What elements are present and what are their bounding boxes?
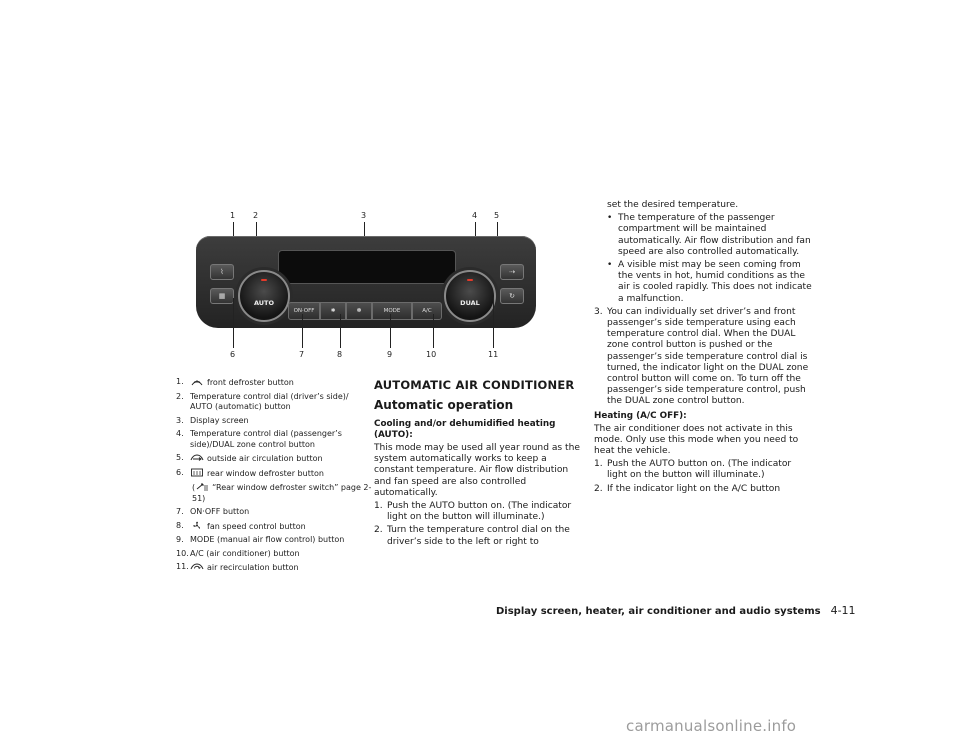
dial-indicator-mark bbox=[261, 279, 267, 281]
callout-1: 1 bbox=[230, 211, 236, 220]
dial-indicator-mark bbox=[467, 279, 473, 281]
bullet-item: • A visible mist may be seen coming from the vents in hot, humid conditions as the air is cooled rapidly. This does not indicate a malfunction. bbox=[607, 260, 812, 304]
legend-item: 7. ON·OFF button bbox=[176, 507, 250, 516]
reference-pointer-icon bbox=[195, 482, 209, 491]
callout-3: 3 bbox=[361, 211, 367, 220]
air-recirculation-button[interactable] bbox=[500, 288, 524, 304]
legend-item: 10. A/C (air conditioner) button bbox=[176, 548, 300, 558]
fan-small-icon: ✱ bbox=[330, 308, 336, 314]
outside-air-circulation-icon bbox=[190, 453, 204, 462]
mode-title: Cooling and/or dehumidified heating (AUTO): bbox=[374, 419, 556, 440]
fan-icon bbox=[190, 521, 204, 530]
air-recirculation-icon bbox=[190, 562, 204, 571]
text-column-3 bbox=[594, 200, 812, 497]
front-defroster-button[interactable] bbox=[210, 264, 234, 280]
mode-button[interactable]: MODE bbox=[372, 302, 412, 320]
legend-item: 11. air recirculation button bbox=[176, 562, 299, 572]
front-defroster-icon: ⌇ bbox=[220, 268, 224, 276]
rear-window-defroster-icon: ▦ bbox=[218, 292, 226, 300]
step-item: 1. Push the AUTO button on. (The indicator light on the button will illuminate.) bbox=[374, 501, 572, 523]
legend-item: 5. outside air circulation button bbox=[176, 453, 323, 463]
outside-air-circulation-button[interactable] bbox=[500, 264, 524, 280]
legend-item: 3. Display screen bbox=[176, 415, 249, 425]
bullet-dot: • bbox=[607, 260, 613, 271]
rear-window-defroster-button[interactable] bbox=[210, 288, 234, 304]
callout-2: 2 bbox=[253, 211, 259, 220]
callout-9: 9 bbox=[387, 350, 393, 359]
callout-11: 11 bbox=[488, 350, 499, 359]
fan-icon: ✽ bbox=[356, 308, 362, 314]
step-item: 3. You can individually set driver’s and front passenger’s side temperature using each temperature control dial. When the DUAL zone control button is pushed or the passenger’s side temperature control dial is turned, the indicator light on the DUAL zone control button will come on. To turn off the passenger’s side temperature control, push the DUAL zone control button. bbox=[594, 306, 809, 407]
ac-button[interactable]: A/C bbox=[412, 302, 442, 320]
step-item: 2. Turn the temperature control dial on the driver’s side to the left or right to bbox=[374, 525, 570, 547]
legend-reference: ( “Rear window defroster switch” page 2-51) bbox=[192, 483, 372, 503]
auto-button-label: AUTO bbox=[253, 299, 275, 307]
on-off-button[interactable]: ON·OFF bbox=[288, 302, 320, 320]
component-legend bbox=[176, 377, 372, 577]
legend-item: 6. rear window defroster button bbox=[176, 467, 324, 478]
bullet-item: • The temperature of the passenger compartment will be maintained automatically. Air flow distribution and fan speed are also controlled automatically. bbox=[607, 213, 811, 257]
callout-6: 6 bbox=[230, 350, 236, 359]
footer-section-title: Display screen, heater, air conditioner and audio systems bbox=[496, 606, 821, 617]
passenger-temperature-dial[interactable] bbox=[444, 270, 496, 322]
body-paragraph: This mode may be used all year round as the system automatically works to keep a constant temperature. Air flow distribution and fan speed are also controlled automatically. bbox=[374, 443, 580, 498]
leader-8 bbox=[340, 314, 341, 348]
dual-button-label: DUAL bbox=[460, 299, 480, 307]
callout-8: 8 bbox=[337, 350, 343, 359]
subsection-heading: Automatic operation bbox=[374, 398, 514, 412]
leader-10 bbox=[433, 314, 434, 348]
watermark: carmanualsonline.info bbox=[626, 717, 797, 735]
legend-item: 9. MODE (manual air flow control) button bbox=[176, 535, 345, 544]
callout-7: 7 bbox=[299, 350, 305, 359]
page-footer bbox=[496, 604, 856, 617]
front-defroster-icon bbox=[190, 377, 204, 386]
leader-9 bbox=[390, 314, 391, 348]
outside-air-circulation-icon: ⇢ bbox=[509, 268, 515, 276]
leader-6 bbox=[233, 298, 234, 348]
bullet-dot: • bbox=[607, 213, 613, 224]
text-column-2 bbox=[374, 378, 586, 550]
page-number: 4-11 bbox=[830, 604, 856, 617]
air-recirculation-icon: ↻ bbox=[509, 292, 515, 300]
leader-7 bbox=[302, 314, 303, 348]
rear-window-defroster-icon bbox=[190, 468, 204, 477]
callout-5: 5 bbox=[494, 211, 500, 220]
legend-item: 8. fan speed control button bbox=[176, 520, 306, 531]
callout-4: 4 bbox=[472, 211, 478, 220]
driver-temperature-dial[interactable] bbox=[238, 270, 290, 322]
display-screen bbox=[278, 250, 456, 284]
leader-11 bbox=[493, 298, 494, 348]
body-paragraph: The air conditioner does not activate in this mode. Only use this mode when you need to heat the vehicle. bbox=[594, 423, 799, 457]
control-panel-body bbox=[196, 236, 536, 328]
step-item: 1. Push the AUTO button on. (The indicator light on the button will illuminate.) bbox=[594, 459, 792, 481]
step-item: 2. If the indicator light on the A/C button bbox=[594, 483, 781, 494]
legend-item: 4. Temperature control dial (passenger’s side)/DUAL zone control button bbox=[176, 429, 342, 449]
legend-item: 1. front defroster button bbox=[176, 377, 294, 387]
fan-speed-up-button[interactable] bbox=[346, 302, 372, 320]
section-heading: AUTOMATIC AIR CONDITIONER bbox=[374, 378, 575, 392]
continued-text: set the desired temperature. bbox=[607, 200, 739, 210]
legend-item: 2. Temperature control dial (driver’s side)/ AUTO (automatic) button bbox=[176, 391, 349, 411]
fan-speed-down-button[interactable] bbox=[320, 302, 346, 320]
mode-title: Heating (A/C OFF): bbox=[594, 410, 687, 421]
climate-control-panel-figure bbox=[196, 206, 536, 362]
callout-10: 10 bbox=[426, 350, 437, 359]
